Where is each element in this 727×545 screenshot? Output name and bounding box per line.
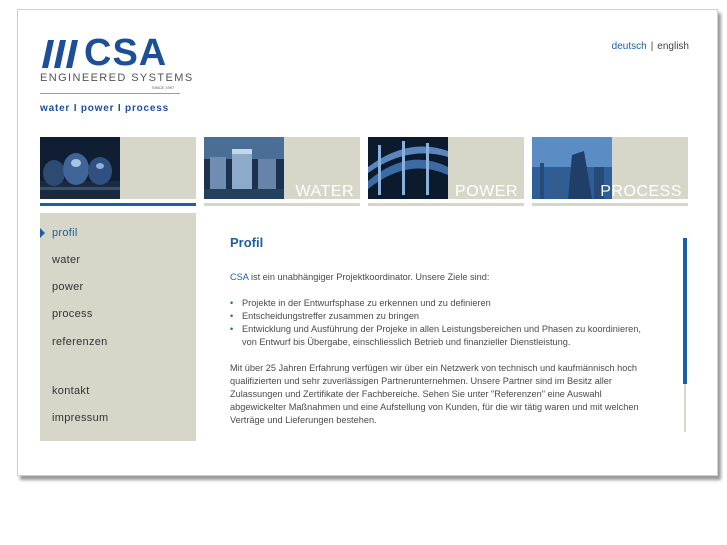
banner-power-bar xyxy=(368,203,524,206)
banner-home[interactable] xyxy=(40,137,196,199)
list-item: • Entwicklung und Ausführung der Projeke in allen Leistungsbereichen und Phasen zu koordinieren, von Entwurf bis Übergabe, einschliesslich Betrieb und finanzieller Dienstleistung. xyxy=(230,323,650,349)
logo-name: CSA xyxy=(84,32,168,74)
goals-list xyxy=(230,297,650,349)
logo-since: SINCE 1997 xyxy=(152,85,175,90)
nav-item-water[interactable]: water xyxy=(52,254,81,266)
lang-english-link[interactable]: english xyxy=(657,41,689,52)
logo-subtitle: ENGINEERED SYSTEMS xyxy=(40,72,194,84)
tanks-photo-icon xyxy=(40,137,120,199)
banner-process-label: PROCESS xyxy=(600,183,682,199)
lang-deutsch-link[interactable]: deutsch xyxy=(611,41,647,52)
active-arrow-icon xyxy=(40,228,45,238)
intro-brand: CSA xyxy=(230,272,249,282)
content-scrollbar-thumb[interactable] xyxy=(683,238,687,384)
sidebar-nav xyxy=(40,213,196,441)
water-plant-photo-icon xyxy=(204,137,284,199)
nav-item-impressum[interactable]: impressum xyxy=(52,412,109,424)
content-area xyxy=(230,236,650,433)
power-plant-photo-icon xyxy=(368,137,448,199)
banner-water-label: WATER xyxy=(295,183,354,199)
nav-item-power[interactable]: power xyxy=(52,281,84,293)
banner-home-bar xyxy=(40,203,196,206)
page-frame xyxy=(17,9,718,476)
nav-item-process[interactable]: process xyxy=(52,308,93,320)
list-item: • Entscheidungstreffer zusammen zu bringen xyxy=(230,310,650,323)
language-switch xyxy=(612,41,689,52)
banner-power-label: POWER xyxy=(455,183,518,199)
banner-water[interactable] xyxy=(204,137,360,199)
page-title: Profil xyxy=(230,236,264,250)
intro-rest: ist ein unabhängiger Projektkoordinator. Unsere Ziele sind: xyxy=(248,272,490,282)
experience-paragraph: Mit über 25 Jahren Erfahrung verfügen wir über ein Netzwerk von technisch und kaufmännisch hoch qualifizierten und sehr zuverlässigen Partnerunternehmen. Unsere Partner sind im Besitz aller Zulassungen und Zertifikate der Fachbereiche. Sehen Sie unter "Referenzen" eine Auswahl abgewickelter Maßnahmen und eine Aufstellung von Kunden, für die wir tätig waren und mit welchen Verträge und Lieferungen bestehen. xyxy=(230,363,639,425)
banner-water-bar xyxy=(204,203,360,206)
logo-tagline: water I power I process xyxy=(40,103,169,114)
nav-item-kontakt[interactable]: kontakt xyxy=(52,385,90,397)
nav-item-referenzen[interactable]: referenzen xyxy=(52,336,108,348)
banner-process[interactable] xyxy=(532,137,688,199)
intro-text xyxy=(230,271,650,284)
list-item: • Projekte in der Entwurfsphase zu erkennen und zu definieren xyxy=(230,297,650,310)
nav-item-profil[interactable]: profil xyxy=(52,227,78,239)
lang-separator: | xyxy=(650,41,654,52)
banner-process-bar xyxy=(532,203,688,206)
logo-divider xyxy=(40,93,180,94)
banner-power[interactable] xyxy=(368,137,524,199)
logo-stripes-icon xyxy=(40,38,80,70)
